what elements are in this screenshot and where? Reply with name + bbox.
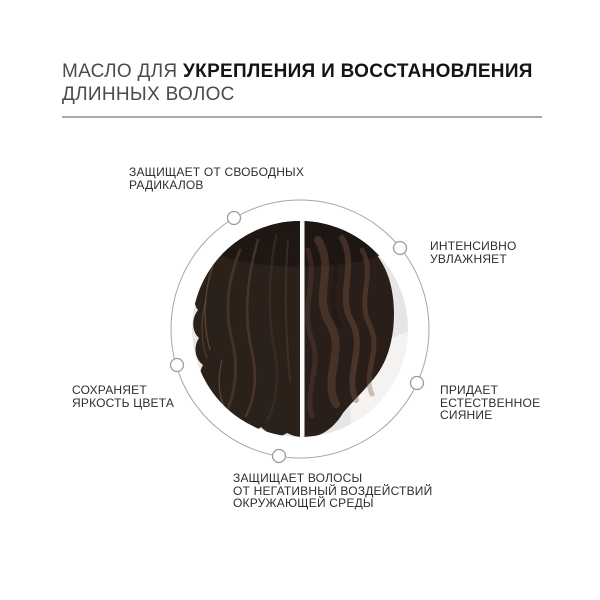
callout-line: СОХРАНЯЕТ	[72, 383, 147, 397]
callout-line: ЯРКОСТЬ ЦВЕТА	[72, 395, 175, 410]
title-line1-regular: МАСЛО ДЛЯ	[62, 61, 184, 82]
marker-natural-shine	[411, 377, 424, 390]
callout-natural-shine	[440, 384, 540, 422]
photo-divider	[300, 221, 305, 437]
callout-line: СИЯНИЕ	[440, 408, 493, 423]
marker-environment-protection	[273, 450, 286, 463]
marker-free-radicals	[228, 212, 241, 225]
callout-environment-protection	[233, 472, 432, 510]
callout-color-brightness	[72, 384, 174, 409]
callout-line: ЗАЩИЩАЕТ ВОЛОСЫ	[233, 471, 363, 485]
hair-before-after-photo	[192, 219, 408, 437]
callout-free-radicals	[129, 166, 304, 191]
title-line1-bold: УКРЕПЛЕНИЯ И ВОССТАНОВЛЕНИЯ	[183, 61, 533, 82]
callout-line: РАДИКАЛОВ	[129, 177, 204, 192]
callout-line: ПРИДАЕТ	[440, 383, 499, 397]
callout-intensive-moisture	[430, 240, 517, 265]
callout-line: ОТ НЕГАТИВНЫЙ ВОЗДЕЙСТВИЙ	[233, 483, 433, 498]
callout-line: ИНТЕНСИВНО	[430, 239, 517, 253]
marker-intensive-moisture	[394, 242, 407, 255]
title-line2: ДЛИННЫХ ВОЛОС	[62, 84, 235, 105]
marker-color-brightness	[171, 359, 184, 372]
callout-line: ЕСТЕСТВЕННОЕ	[440, 395, 541, 410]
callout-line: УВЛАЖНЯЕТ	[430, 251, 507, 266]
callout-line: ЗАЩИЩАЕТ ОТ СВОБОДНЫХ	[129, 165, 305, 179]
callout-line: ОКРУЖАЮЩЕЙ СРЕДЫ	[233, 496, 374, 511]
